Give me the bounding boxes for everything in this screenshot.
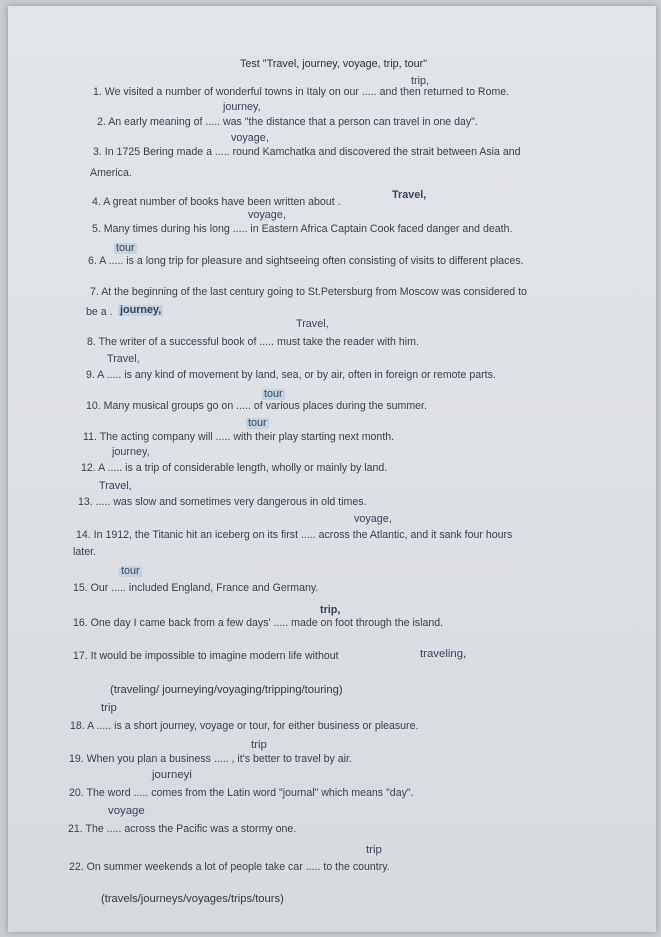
answer-2: journey,: [223, 101, 261, 113]
answer-5: voyage,: [248, 209, 286, 221]
answer-21: voyage: [108, 805, 145, 817]
answer-22: trip: [366, 844, 382, 856]
page-title: Test "Travel, journey, voyage, trip, tour": [240, 58, 428, 70]
question-16: 16. One day I came back from a few days' ..... made on foot through the island.: [73, 617, 444, 629]
question-4: 4. A great number of books have been written about .: [92, 196, 341, 208]
question-21: 21. The ..... across the Pacific was a stormy one.: [68, 823, 297, 835]
answer-10: tour: [264, 388, 283, 400]
answer-18: trip: [101, 702, 117, 714]
answer-11: tour: [248, 417, 267, 429]
question-1: 1. We visited a number of wonderful towns in Italy on our ..... and then returned to Rome.: [93, 86, 510, 98]
answer-1: trip,: [411, 75, 429, 87]
answer-8: Travel,: [296, 318, 329, 330]
question-14: 14. In 1912, the Titanic hit an iceberg on its first ..... across the Atlantic, and it sank four hours: [76, 529, 513, 541]
question-6: 6. A ..... is a long trip for pleasure and sightseeing often consisting of visits to different places.: [88, 255, 524, 267]
question-17: 17. It would be impossible to imagine modern life without: [73, 650, 339, 662]
answer-20: journeyi: [152, 769, 192, 781]
question-13: 13. ..... was slow and sometimes very dangerous in old times.: [78, 496, 367, 508]
answer-14: voyage,: [354, 513, 392, 525]
question-5: 5. Many times during his long ..... in Eastern Africa Captain Cook faced danger and death.: [92, 223, 513, 235]
question-3: 3. In 1725 Bering made a ..... round Kamchatka and discovered the strait between Asia and: [93, 146, 521, 158]
question-19: 19. When you plan a business ..... , it's better to travel by air.: [69, 753, 352, 765]
answer-6: tour: [116, 242, 135, 254]
question-8: 8. The writer of a successful book of ..... must take the reader with him.: [87, 336, 419, 348]
answer-4: Travel,: [392, 189, 427, 201]
answer-19: trip: [251, 739, 267, 751]
question-15: 15. Our ..... included England, France and Germany.: [73, 582, 319, 594]
answer-17: traveling,: [420, 648, 467, 660]
question-20: 20. The word ..... comes from the Latin word "journal" which means "day".: [69, 787, 414, 799]
question-12: 12. A ..... is a trip of considerable length, wholly or mainly by land.: [81, 462, 388, 474]
question-7-continued: be a .: [86, 306, 113, 318]
word-options-1: (traveling/ journeying/voyaging/tripping/touring): [110, 684, 343, 696]
word-options-2: (travels/journeys/voyages/trips/tours): [101, 893, 284, 905]
question-3-continued: America.: [90, 167, 132, 179]
question-11: 11. The acting company will ..... with their play starting next month.: [83, 431, 395, 443]
answer-9: Travel,: [107, 353, 140, 365]
question-2: 2. An early meaning of ..... was "the distance that a person can travel in one day".: [97, 116, 478, 128]
question-22: 22. On summer weekends a lot of people take car ..... to the country.: [69, 861, 390, 873]
answer-12: journey,: [112, 446, 150, 458]
question-7: 7. At the beginning of the last century going to St.Petersburg from Moscow was considered to: [90, 286, 527, 298]
answer-7: journey,: [120, 304, 162, 316]
question-10: 10. Many musical groups go on ..... of various places during the summer.: [86, 400, 427, 412]
question-9: 9. A ..... is any kind of movement by land, sea, or by air, often in foreign or remote parts.: [86, 369, 496, 381]
answer-13: Travel,: [99, 480, 132, 492]
answer-16: trip,: [320, 604, 341, 616]
answer-3: voyage,: [231, 132, 269, 144]
answer-15: tour: [121, 565, 140, 577]
question-18: 18. A ..... is a short journey, voyage or tour, for either business or pleasure.: [70, 720, 419, 732]
question-14-continued: later.: [73, 546, 96, 558]
